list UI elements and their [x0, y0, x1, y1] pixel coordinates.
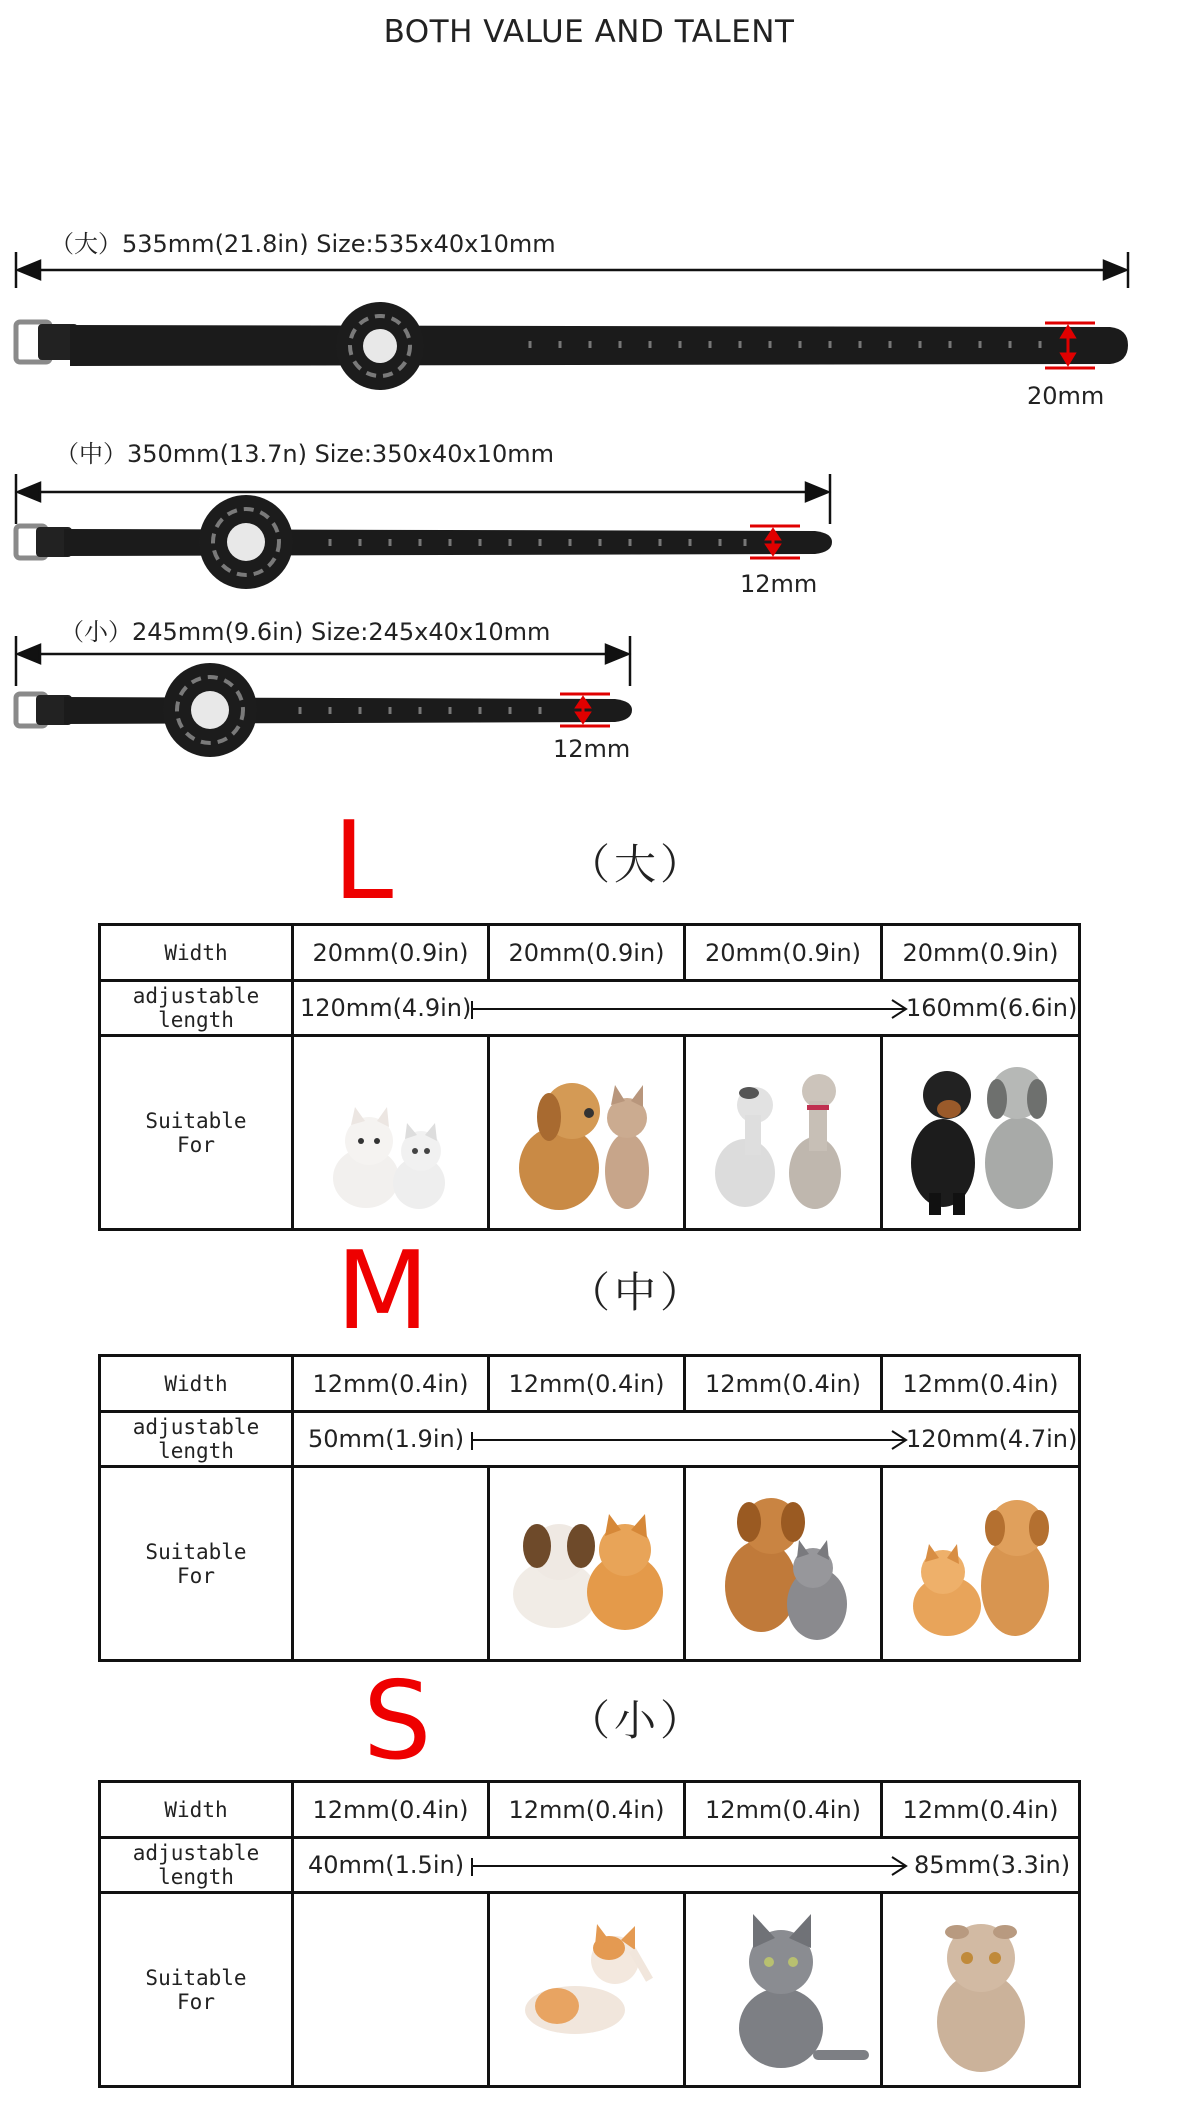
pet-cell — [882, 1893, 1080, 2087]
pet-cell — [489, 1036, 685, 1230]
puppy-and-cat-photo — [497, 1474, 677, 1654]
scottish-fold-cat-photo — [891, 1900, 1071, 2080]
grey-tabby-cat-photo — [693, 1900, 873, 2080]
length-min: 40mm(1.5in) — [308, 1851, 465, 1879]
length-header: adjustable length — [100, 981, 293, 1036]
pet-cell-empty — [293, 1467, 489, 1661]
width-cell: 12mm(0.4in) — [293, 1782, 489, 1838]
length-min: 50mm(1.9in) — [308, 1425, 465, 1453]
length-range — [293, 1412, 1080, 1467]
pet-cell — [293, 1036, 489, 1230]
size-table-l — [98, 923, 1081, 1231]
strap-medium-illustration — [0, 466, 1178, 606]
strap-medium-length-label: （中）350mm(13.7n) Size:350x40x10mm — [55, 440, 554, 468]
size-letter-l: L — [333, 799, 394, 924]
orange-kitten-photo — [497, 1900, 677, 2080]
two-large-dogs-photo — [891, 1043, 1071, 1223]
suitable-label: Suitable — [145, 1108, 247, 1133]
length-min: 120mm(4.9in) — [300, 994, 472, 1022]
strap-large-length-label: （大）535mm(21.8in) Size:535x40x10mm — [50, 230, 556, 258]
length-header: adjustable length — [100, 1412, 293, 1467]
pet-cell — [882, 1467, 1080, 1661]
range-arrow-icon — [470, 997, 910, 1021]
puppy-and-grey-kitten-photo — [693, 1474, 873, 1654]
strap-large-width-label: 20mm — [1027, 382, 1105, 410]
width-header: Width — [100, 1782, 293, 1838]
for-label: For — [177, 1132, 215, 1157]
size-cn-s: （小） — [568, 1696, 707, 1745]
width-cell: 20mm(0.9in) — [489, 925, 685, 981]
length-max: 85mm(3.3in) — [914, 1851, 1071, 1879]
pet-cell — [882, 1036, 1080, 1230]
size-table-m — [98, 1354, 1081, 1662]
strap-large-illustration — [0, 230, 1178, 410]
suitable-header — [100, 1893, 293, 2087]
width-header: Width — [100, 1356, 293, 1412]
puppy-and-kitten-photo — [497, 1043, 677, 1223]
width-cell: 12mm(0.4in) — [685, 1782, 882, 1838]
width-cell: 12mm(0.4in) — [489, 1356, 685, 1412]
strap-medium-width-label: 12mm — [740, 570, 818, 598]
pet-cell — [489, 1467, 685, 1661]
page-title: BOTH VALUE AND TALENT — [383, 14, 795, 50]
width-cell: 12mm(0.4in) — [882, 1782, 1080, 1838]
suitable-label: Suitable — [145, 1539, 247, 1564]
length-header: adjustable length — [100, 1838, 293, 1893]
suitable-label: Suitable — [145, 1965, 247, 1990]
cat-and-puppy-photo — [891, 1474, 1071, 1654]
strap-small-length-label: （小）245mm(9.6in) Size:245x40x10mm — [60, 618, 551, 646]
width-cell: 12mm(0.4in) — [685, 1356, 882, 1412]
size-letter-m: M — [336, 1229, 430, 1354]
pet-cell — [685, 1036, 882, 1230]
strap-small-width-label: 12mm — [553, 735, 631, 763]
width-cell: 20mm(0.9in) — [293, 925, 489, 981]
pet-cell — [685, 1893, 882, 2087]
pet-cell-empty — [293, 1893, 489, 2087]
width-cell: 20mm(0.9in) — [882, 925, 1080, 981]
for-label: For — [177, 1989, 215, 2014]
range-arrow-icon — [470, 1428, 910, 1452]
size-cn-l: （大） — [568, 840, 707, 889]
two-kittens-photo — [301, 1043, 481, 1223]
width-header: Width — [100, 925, 293, 981]
size-letter-s: S — [363, 1659, 432, 1784]
width-cell: 12mm(0.4in) — [293, 1356, 489, 1412]
range-arrow-icon — [470, 1854, 910, 1878]
width-cell: 12mm(0.4in) — [882, 1356, 1080, 1412]
width-cell: 20mm(0.9in) — [685, 925, 882, 981]
length-range — [293, 1838, 1080, 1893]
size-cn-m: （中） — [568, 1268, 707, 1317]
two-greyhounds-photo — [693, 1043, 873, 1223]
size-table-s — [98, 1780, 1081, 2088]
length-max: 160mm(6.6in) — [906, 994, 1078, 1022]
pet-cell — [489, 1893, 685, 2087]
suitable-header — [100, 1036, 293, 1230]
for-label: For — [177, 1563, 215, 1588]
suitable-header — [100, 1467, 293, 1661]
length-range — [293, 981, 1080, 1036]
width-cell: 12mm(0.4in) — [489, 1782, 685, 1838]
pet-cell — [685, 1467, 882, 1661]
length-max: 120mm(4.7in) — [906, 1425, 1078, 1453]
